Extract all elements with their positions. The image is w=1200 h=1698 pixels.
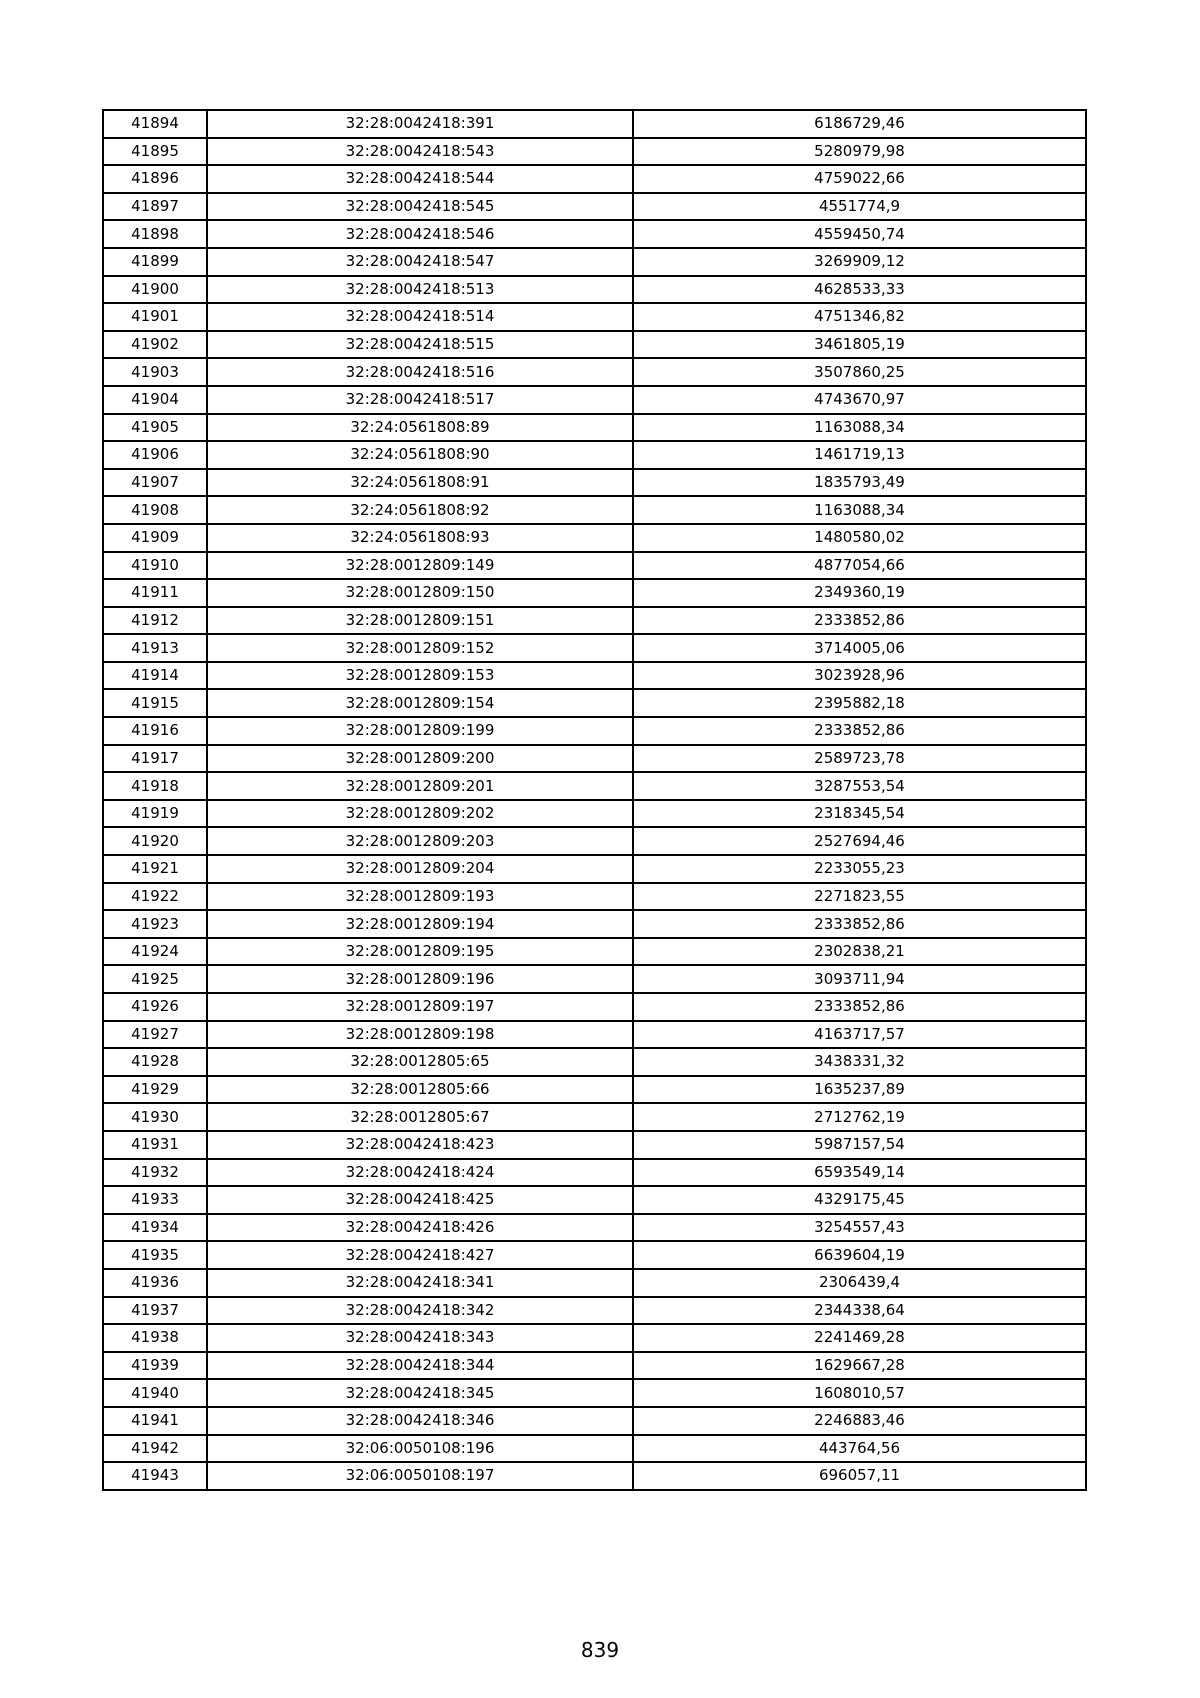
table-row	[103, 938, 1086, 966]
cadastral-number-cell: 32:28:0012809:195	[207, 938, 633, 966]
value-cell: 4559450,74	[633, 220, 1086, 248]
cadastral-number-cell: 32:28:0012805:66	[207, 1076, 633, 1104]
value-cell: 2333852,86	[633, 993, 1086, 1021]
row-number-cell: 41925	[103, 965, 207, 993]
value-cell: 2333852,86	[633, 717, 1086, 745]
row-number-cell: 41905	[103, 414, 207, 442]
table-body	[103, 110, 1086, 1490]
cadastral-number-cell: 32:28:0012809:202	[207, 800, 633, 828]
cadastral-number-cell: 32:28:0012809:150	[207, 579, 633, 607]
row-number-cell: 41901	[103, 303, 207, 331]
value-cell: 5987157,54	[633, 1131, 1086, 1159]
table-row	[103, 1076, 1086, 1104]
table-row	[103, 1021, 1086, 1049]
table-row	[103, 689, 1086, 717]
cadastral-number-cell: 32:28:0042418:514	[207, 303, 633, 331]
row-number-cell: 41943	[103, 1462, 207, 1490]
cadastral-number-cell: 32:28:0012805:65	[207, 1048, 633, 1076]
row-number-cell: 41933	[103, 1186, 207, 1214]
value-cell: 4163717,57	[633, 1021, 1086, 1049]
cadastral-number-cell: 32:28:0012809:203	[207, 827, 633, 855]
cadastral-number-cell: 32:28:0042418:346	[207, 1407, 633, 1435]
value-cell: 4551774,9	[633, 193, 1086, 221]
row-number-cell: 41915	[103, 689, 207, 717]
table-row	[103, 662, 1086, 690]
value-cell: 1163088,34	[633, 414, 1086, 442]
cadastral-number-cell: 32:28:0042418:424	[207, 1159, 633, 1187]
row-number-cell: 41896	[103, 165, 207, 193]
table-row	[103, 138, 1086, 166]
cadastral-number-cell: 32:28:0012809:153	[207, 662, 633, 690]
value-cell: 3287553,54	[633, 772, 1086, 800]
table-row	[103, 1407, 1086, 1435]
row-number-cell: 41939	[103, 1352, 207, 1380]
table-row	[103, 579, 1086, 607]
value-cell: 1835793,49	[633, 469, 1086, 497]
value-cell: 3269909,12	[633, 248, 1086, 276]
cadastral-number-cell: 32:28:0042418:547	[207, 248, 633, 276]
row-number-cell: 41894	[103, 110, 207, 138]
row-number-cell: 41917	[103, 745, 207, 773]
row-number-cell: 41932	[103, 1159, 207, 1187]
value-cell: 4329175,45	[633, 1186, 1086, 1214]
cadastral-value-table	[102, 109, 1087, 1491]
value-cell: 1635237,89	[633, 1076, 1086, 1104]
value-cell: 2395882,18	[633, 689, 1086, 717]
row-number-cell: 41916	[103, 717, 207, 745]
row-number-cell: 41908	[103, 496, 207, 524]
cadastral-number-cell: 32:28:0042418:425	[207, 1186, 633, 1214]
value-cell: 2306439,4	[633, 1269, 1086, 1297]
row-number-cell: 41937	[103, 1297, 207, 1325]
table-row	[103, 496, 1086, 524]
table-row	[103, 772, 1086, 800]
table-row	[103, 800, 1086, 828]
value-cell: 1163088,34	[633, 496, 1086, 524]
table-row	[103, 607, 1086, 635]
table-row	[103, 331, 1086, 359]
value-cell: 4751346,82	[633, 303, 1086, 331]
value-cell: 3023928,96	[633, 662, 1086, 690]
table-row	[103, 1462, 1086, 1490]
row-number-cell: 41903	[103, 358, 207, 386]
table-row	[103, 1435, 1086, 1463]
value-cell: 6593549,14	[633, 1159, 1086, 1187]
row-number-cell: 41907	[103, 469, 207, 497]
cadastral-number-cell: 32:28:0042418:517	[207, 386, 633, 414]
cadastral-number-cell: 32:28:0042418:342	[207, 1297, 633, 1325]
row-number-cell: 41899	[103, 248, 207, 276]
cadastral-number-cell: 32:28:0012809:196	[207, 965, 633, 993]
table-row	[103, 1352, 1086, 1380]
cadastral-number-cell: 32:28:0042418:427	[207, 1241, 633, 1269]
cadastral-number-cell: 32:28:0012809:193	[207, 883, 633, 911]
table-row	[103, 1048, 1086, 1076]
table-row	[103, 441, 1086, 469]
value-cell: 2333852,86	[633, 910, 1086, 938]
table-row	[103, 1103, 1086, 1131]
value-cell: 1629667,28	[633, 1352, 1086, 1380]
row-number-cell: 41931	[103, 1131, 207, 1159]
table-row	[103, 827, 1086, 855]
table-row	[103, 524, 1086, 552]
cadastral-number-cell: 32:28:0042418:543	[207, 138, 633, 166]
cadastral-number-cell: 32:06:0050108:196	[207, 1435, 633, 1463]
cadastral-number-cell: 32:28:0012809:197	[207, 993, 633, 1021]
row-number-cell: 41938	[103, 1324, 207, 1352]
value-cell: 1480580,02	[633, 524, 1086, 552]
table-row	[103, 358, 1086, 386]
value-cell: 4743670,97	[633, 386, 1086, 414]
table-row	[103, 634, 1086, 662]
table-row	[103, 552, 1086, 580]
cadastral-number-cell: 32:28:0042418:426	[207, 1214, 633, 1242]
row-number-cell: 41941	[103, 1407, 207, 1435]
table-row	[103, 910, 1086, 938]
value-cell: 2271823,55	[633, 883, 1086, 911]
cadastral-number-cell: 32:28:0042418:516	[207, 358, 633, 386]
cadastral-number-cell: 32:06:0050108:197	[207, 1462, 633, 1490]
cadastral-number-cell: 32:28:0012809:201	[207, 772, 633, 800]
row-number-cell: 41902	[103, 331, 207, 359]
row-number-cell: 41922	[103, 883, 207, 911]
row-number-cell: 41912	[103, 607, 207, 635]
cadastral-number-cell: 32:28:0042418:544	[207, 165, 633, 193]
cadastral-number-cell: 32:28:0042418:391	[207, 110, 633, 138]
value-cell: 6639604,19	[633, 1241, 1086, 1269]
cadastral-number-cell: 32:28:0012809:152	[207, 634, 633, 662]
value-cell: 2241469,28	[633, 1324, 1086, 1352]
row-number-cell: 41904	[103, 386, 207, 414]
cadastral-number-cell: 32:24:0561808:89	[207, 414, 633, 442]
cadastral-number-cell: 32:28:0042418:344	[207, 1352, 633, 1380]
value-cell: 3461805,19	[633, 331, 1086, 359]
row-number-cell: 41940	[103, 1379, 207, 1407]
table-row	[103, 1241, 1086, 1269]
row-number-cell: 41898	[103, 220, 207, 248]
row-number-cell: 41928	[103, 1048, 207, 1076]
row-number-cell: 41929	[103, 1076, 207, 1104]
cadastral-number-cell: 32:28:0012809:194	[207, 910, 633, 938]
cadastral-number-cell: 32:28:0012809:149	[207, 552, 633, 580]
value-cell: 443764,56	[633, 1435, 1086, 1463]
value-cell: 2527694,46	[633, 827, 1086, 855]
row-number-cell: 41927	[103, 1021, 207, 1049]
table-row	[103, 855, 1086, 883]
value-cell: 6186729,46	[633, 110, 1086, 138]
value-cell: 3714005,06	[633, 634, 1086, 662]
table-row	[103, 1297, 1086, 1325]
value-cell: 2302838,21	[633, 938, 1086, 966]
table-row	[103, 220, 1086, 248]
table-row	[103, 1214, 1086, 1242]
table-row	[103, 1186, 1086, 1214]
table-row	[103, 1379, 1086, 1407]
row-number-cell: 41909	[103, 524, 207, 552]
value-cell: 4877054,66	[633, 552, 1086, 580]
row-number-cell: 41920	[103, 827, 207, 855]
cadastral-number-cell: 32:28:0042418:545	[207, 193, 633, 221]
table-row	[103, 993, 1086, 1021]
row-number-cell: 41900	[103, 276, 207, 304]
row-number-cell: 41910	[103, 552, 207, 580]
cadastral-number-cell: 32:28:0042418:423	[207, 1131, 633, 1159]
row-number-cell: 41930	[103, 1103, 207, 1131]
table-row	[103, 303, 1086, 331]
value-cell: 1608010,57	[633, 1379, 1086, 1407]
value-cell: 3438331,32	[633, 1048, 1086, 1076]
table-row	[103, 469, 1086, 497]
value-cell: 4628533,33	[633, 276, 1086, 304]
table-row	[103, 883, 1086, 911]
cadastral-number-cell: 32:28:0042418:345	[207, 1379, 633, 1407]
value-cell: 3507860,25	[633, 358, 1086, 386]
table-row	[103, 165, 1086, 193]
value-cell: 3254557,43	[633, 1214, 1086, 1242]
table-row	[103, 248, 1086, 276]
row-number-cell: 41913	[103, 634, 207, 662]
value-cell: 2246883,46	[633, 1407, 1086, 1435]
cadastral-number-cell: 32:24:0561808:92	[207, 496, 633, 524]
row-number-cell: 41934	[103, 1214, 207, 1242]
table-row	[103, 717, 1086, 745]
cadastral-number-cell: 32:24:0561808:90	[207, 441, 633, 469]
row-number-cell: 41911	[103, 579, 207, 607]
value-cell: 5280979,98	[633, 138, 1086, 166]
cadastral-number-cell: 32:28:0012809:204	[207, 855, 633, 883]
value-cell: 696057,11	[633, 1462, 1086, 1490]
cadastral-number-cell: 32:28:0042418:513	[207, 276, 633, 304]
table-row	[103, 1159, 1086, 1187]
table-row	[103, 1131, 1086, 1159]
table-row	[103, 414, 1086, 442]
value-cell: 3093711,94	[633, 965, 1086, 993]
cadastral-number-cell: 32:28:0012809:154	[207, 689, 633, 717]
cadastral-number-cell: 32:28:0012809:200	[207, 745, 633, 773]
value-cell: 2344338,64	[633, 1297, 1086, 1325]
cadastral-number-cell: 32:28:0042418:546	[207, 220, 633, 248]
table-row	[103, 110, 1086, 138]
row-number-cell: 41897	[103, 193, 207, 221]
table-row	[103, 386, 1086, 414]
cadastral-number-cell: 32:28:0042418:515	[207, 331, 633, 359]
cadastral-number-cell: 32:28:0012809:198	[207, 1021, 633, 1049]
value-cell: 2589723,78	[633, 745, 1086, 773]
value-cell: 2349360,19	[633, 579, 1086, 607]
cadastral-number-cell: 32:28:0012809:151	[207, 607, 633, 635]
cadastral-number-cell: 32:28:0012805:67	[207, 1103, 633, 1131]
table-row	[103, 276, 1086, 304]
page-number: 839	[580, 1638, 620, 1662]
cadastral-number-cell: 32:28:0012809:199	[207, 717, 633, 745]
row-number-cell: 41923	[103, 910, 207, 938]
table-row	[103, 745, 1086, 773]
row-number-cell: 41918	[103, 772, 207, 800]
value-cell: 2318345,54	[633, 800, 1086, 828]
cadastral-number-cell: 32:28:0042418:341	[207, 1269, 633, 1297]
row-number-cell: 41921	[103, 855, 207, 883]
row-number-cell: 41914	[103, 662, 207, 690]
value-cell: 2333852,86	[633, 607, 1086, 635]
row-number-cell: 41924	[103, 938, 207, 966]
row-number-cell: 41895	[103, 138, 207, 166]
row-number-cell: 41919	[103, 800, 207, 828]
row-number-cell: 41942	[103, 1435, 207, 1463]
value-cell: 2233055,23	[633, 855, 1086, 883]
table-row	[103, 1269, 1086, 1297]
value-cell: 4759022,66	[633, 165, 1086, 193]
row-number-cell: 41906	[103, 441, 207, 469]
row-number-cell: 41935	[103, 1241, 207, 1269]
table-row	[103, 193, 1086, 221]
table-row	[103, 965, 1086, 993]
value-cell: 1461719,13	[633, 441, 1086, 469]
cadastral-number-cell: 32:28:0042418:343	[207, 1324, 633, 1352]
cadastral-number-cell: 32:24:0561808:91	[207, 469, 633, 497]
row-number-cell: 41936	[103, 1269, 207, 1297]
table-row	[103, 1324, 1086, 1352]
row-number-cell: 41926	[103, 993, 207, 1021]
value-cell: 2712762,19	[633, 1103, 1086, 1131]
cadastral-number-cell: 32:24:0561808:93	[207, 524, 633, 552]
